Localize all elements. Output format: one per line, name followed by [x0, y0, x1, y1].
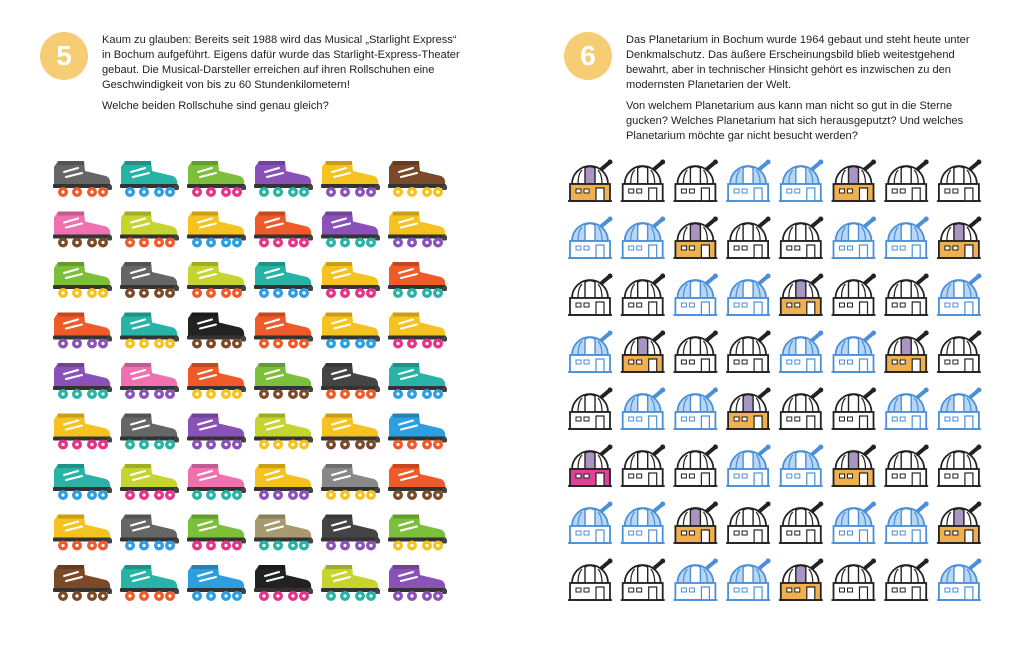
text-line: gucken? Welches Planetarium hat sich herausgeputzt? Und welches: [626, 115, 964, 127]
roller-skate[interactable]: [53, 515, 112, 551]
planetarium[interactable]: [621, 502, 666, 544]
roller-skate[interactable]: [53, 313, 112, 349]
text-line: Planetarium möchte gar nicht besucht werden?: [626, 130, 858, 142]
planetarium[interactable]: [832, 388, 877, 430]
roller-skate[interactable]: [187, 161, 246, 197]
planetarium[interactable]: [937, 331, 982, 373]
planetarium[interactable]: [673, 160, 718, 202]
text-line: Von welchem Planetarium aus kann man nicht so gut in die Sterne: [626, 100, 953, 112]
roller-skate[interactable]: [120, 313, 179, 349]
roller-skate[interactable]: [254, 313, 313, 349]
roller-skate[interactable]: [388, 464, 447, 500]
roller-skate[interactable]: [53, 262, 112, 298]
planetarium[interactable]: [621, 445, 666, 487]
planetarium[interactable]: [884, 331, 929, 373]
planetarium[interactable]: [779, 445, 824, 487]
text-line: Das Planetarium in Bochum wurde 1964 gebaut und steht heute unter: [626, 34, 970, 46]
roller-skate[interactable]: [120, 212, 179, 248]
planetarium[interactable]: [937, 274, 982, 316]
roller-skate[interactable]: [187, 414, 246, 450]
planetarium[interactable]: [937, 160, 982, 202]
text-line: Denkmalschutz. Das äußere Erscheinungsbild blieb weitestgehend: [626, 49, 955, 61]
roller-skate[interactable]: [53, 565, 112, 601]
planetarium[interactable]: [568, 559, 613, 601]
text-line: bewahrt, aber in technischer Hinsicht gehört es inzwischen zu den: [626, 64, 951, 76]
roller-skate[interactable]: [321, 414, 380, 450]
planetarium[interactable]: [884, 502, 929, 544]
roller-skate[interactable]: [120, 414, 179, 450]
roller-skate[interactable]: [321, 262, 380, 298]
text-line: in Bochum aufgeführt. Eigens dafür wurde das Starlight-Express-Theater: [102, 49, 460, 61]
roller-skate[interactable]: [321, 161, 380, 197]
roller-skate[interactable]: [388, 262, 447, 298]
roller-skate[interactable]: [254, 414, 313, 450]
planetarium[interactable]: [726, 502, 771, 544]
roller-skate[interactable]: [187, 515, 246, 551]
roller-skate[interactable]: [321, 212, 380, 248]
roller-skate[interactable]: [388, 414, 447, 450]
planetarium[interactable]: [779, 274, 824, 316]
planetarium[interactable]: [568, 274, 613, 316]
planetarium[interactable]: [673, 502, 718, 544]
text-line: gebaut. Die Musical-Darsteller erreichen auf ihren Rollschuhen eine: [102, 64, 435, 76]
roller-skate[interactable]: [254, 464, 313, 500]
roller-skate[interactable]: [321, 515, 380, 551]
planetarium[interactable]: [779, 331, 824, 373]
planetarium[interactable]: [779, 217, 824, 259]
roller-skate[interactable]: [388, 313, 447, 349]
planetarium[interactable]: [726, 274, 771, 316]
roller-skate[interactable]: [120, 515, 179, 551]
planetarium[interactable]: [832, 559, 877, 601]
planetarium[interactable]: [884, 217, 929, 259]
planetarium[interactable]: [832, 160, 877, 202]
roller-skate[interactable]: [388, 212, 447, 248]
planetarium[interactable]: [726, 331, 771, 373]
planetarium[interactable]: [726, 445, 771, 487]
text-line: Kaum zu glauben: Bereits seit 1988 wird das Musical „Starlight Express“: [102, 34, 457, 46]
roller-skate[interactable]: [120, 262, 179, 298]
planetarium[interactable]: [568, 331, 613, 373]
planetarium[interactable]: [779, 160, 824, 202]
planetarium[interactable]: [884, 559, 929, 601]
roller-skate[interactable]: [388, 161, 447, 197]
planetarium[interactable]: [832, 445, 877, 487]
planetarium[interactable]: [673, 331, 718, 373]
planetarium[interactable]: [726, 160, 771, 202]
roller-skate[interactable]: [254, 262, 313, 298]
planetarium[interactable]: [884, 160, 929, 202]
roller-skate[interactable]: [120, 464, 179, 500]
roller-skate[interactable]: [187, 565, 246, 601]
roller-skate[interactable]: [53, 161, 112, 197]
planetarium[interactable]: [673, 559, 718, 601]
planetarium[interactable]: [621, 388, 666, 430]
planetarium[interactable]: [621, 274, 666, 316]
planetarium[interactable]: [673, 445, 718, 487]
planetarium[interactable]: [726, 559, 771, 601]
planetarium[interactable]: [568, 160, 613, 202]
roller-skate[interactable]: [388, 363, 447, 399]
roller-skate[interactable]: [53, 363, 112, 399]
roller-skate[interactable]: [53, 212, 112, 248]
planetarium[interactable]: [937, 502, 982, 544]
question-left: Welche beiden Rollschuhe sind genau gleich?: [102, 100, 329, 112]
text-line: Geschwindigkeit von bis zu 60 Stundenkilometern!: [102, 79, 350, 91]
text-line: modernsten Planetarien der Welt.: [626, 79, 792, 91]
planetarium[interactable]: [832, 217, 877, 259]
planetarium[interactable]: [884, 388, 929, 430]
planetarium[interactable]: [726, 388, 771, 430]
planetarium[interactable]: [621, 559, 666, 601]
planetarium-grid: [510, 0, 1020, 657]
roller-skate[interactable]: [120, 363, 179, 399]
roller-skate[interactable]: [254, 363, 313, 399]
roller-skate[interactable]: [120, 161, 179, 197]
roller-skate[interactable]: [321, 565, 380, 601]
planetarium[interactable]: [937, 559, 982, 601]
roller-skate[interactable]: [321, 464, 380, 500]
roller-skate[interactable]: [120, 565, 179, 601]
puzzle-number-badge-5: 5: [40, 32, 88, 80]
planetarium[interactable]: [568, 502, 613, 544]
planetarium[interactable]: [621, 331, 666, 373]
planetarium[interactable]: [779, 559, 824, 601]
puzzle-number-badge-6: 6: [564, 32, 612, 80]
planetarium[interactable]: [937, 388, 982, 430]
roller-skate[interactable]: [187, 262, 246, 298]
planetarium[interactable]: [673, 274, 718, 316]
roller-skate[interactable]: [254, 565, 313, 601]
planetarium[interactable]: [937, 445, 982, 487]
roller-skate[interactable]: [254, 212, 313, 248]
roller-skate[interactable]: [254, 161, 313, 197]
roller-skate[interactable]: [321, 363, 380, 399]
planetarium[interactable]: [779, 502, 824, 544]
planetarium[interactable]: [884, 274, 929, 316]
planetarium[interactable]: [673, 217, 718, 259]
roller-skate[interactable]: [187, 212, 246, 248]
planetarium[interactable]: [726, 217, 771, 259]
roller-skate[interactable]: [388, 515, 447, 551]
roller-skate[interactable]: [187, 464, 246, 500]
roller-skate[interactable]: [53, 464, 112, 500]
planetarium[interactable]: [568, 445, 613, 487]
roller-skate[interactable]: [53, 414, 112, 450]
roller-skate[interactable]: [187, 363, 246, 399]
planetarium[interactable]: [621, 217, 666, 259]
planetarium[interactable]: [673, 388, 718, 430]
roller-skate[interactable]: [321, 313, 380, 349]
planetarium[interactable]: [832, 274, 877, 316]
planetarium[interactable]: [568, 217, 613, 259]
roller-skate[interactable]: [187, 313, 246, 349]
planetarium[interactable]: [832, 331, 877, 373]
planetarium[interactable]: [884, 445, 929, 487]
planetarium[interactable]: [621, 160, 666, 202]
roller-skate[interactable]: [254, 515, 313, 551]
planetarium[interactable]: [937, 217, 982, 259]
right-page: [510, 0, 1020, 657]
planetarium[interactable]: [779, 388, 824, 430]
planetarium[interactable]: [832, 502, 877, 544]
planetarium[interactable]: [568, 388, 613, 430]
roller-skate[interactable]: [388, 565, 447, 601]
